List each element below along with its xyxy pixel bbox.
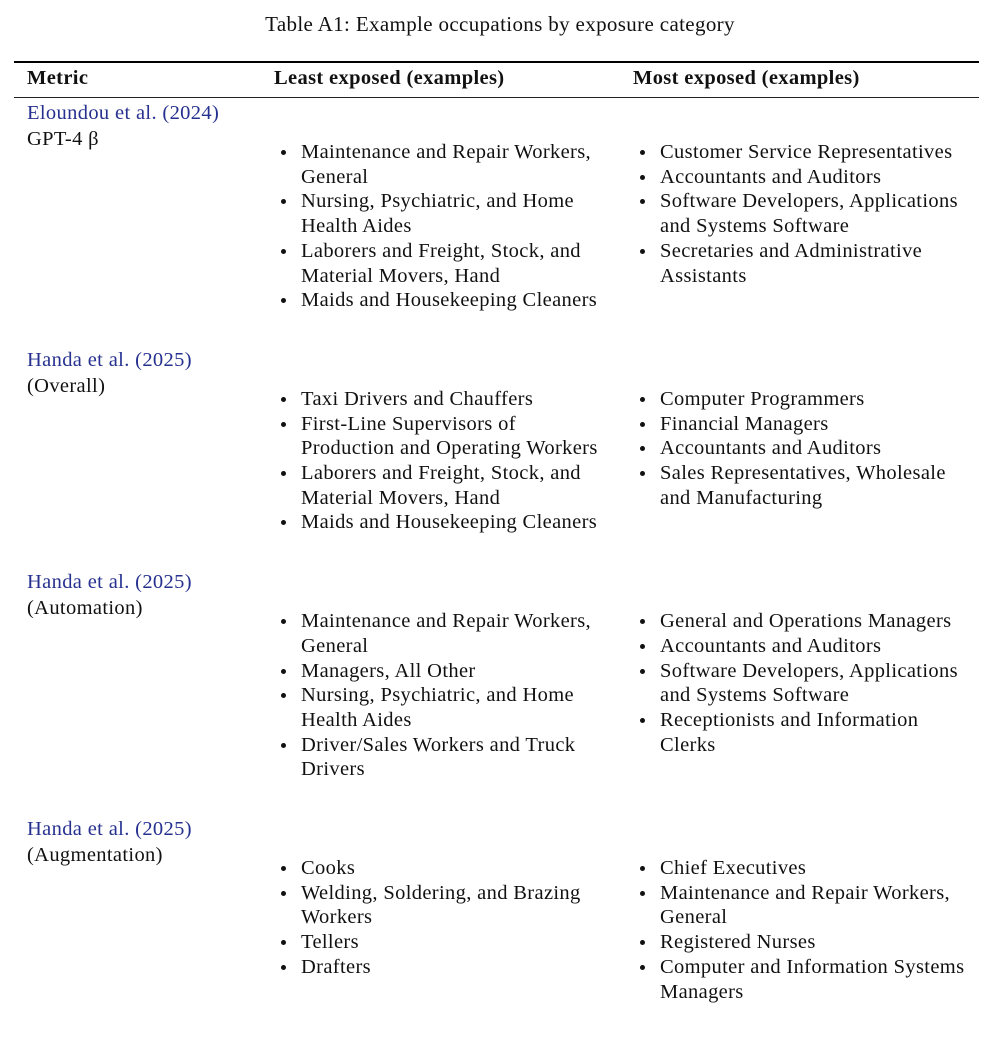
list-item: Accountants and Auditors bbox=[639, 436, 970, 461]
list-item: Maintenance and Repair Workers, General bbox=[280, 140, 611, 189]
list-item: Nursing, Psychiatric, and Home Health Aides bbox=[280, 189, 611, 238]
top-rule bbox=[14, 61, 979, 63]
header-rule bbox=[14, 97, 979, 98]
list-item: Software Developers, Applications and Systems Software bbox=[639, 659, 970, 708]
least-exposed-list bbox=[280, 140, 605, 313]
table-row bbox=[0, 569, 1000, 782]
most-exposed-cell bbox=[639, 100, 964, 313]
list-item: Maids and Housekeeping Cleaners bbox=[280, 510, 611, 535]
list-item: Maintenance and Repair Workers, General bbox=[280, 609, 611, 658]
list-item: Managers, All Other bbox=[280, 659, 611, 684]
table-row bbox=[0, 816, 1000, 1004]
metric-subtitle: (Augmentation) bbox=[27, 844, 163, 867]
most-exposed-cell bbox=[639, 569, 964, 782]
most-exposed-list bbox=[639, 609, 964, 757]
list-item: Nursing, Psychiatric, and Home Health Aides bbox=[280, 683, 611, 732]
table-caption: Table A1: Example occupations by exposure category bbox=[265, 12, 735, 36]
most-exposed-cell bbox=[639, 816, 964, 1004]
citation-link[interactable]: Eloundou et al. (2024) bbox=[27, 102, 220, 124]
most-exposed-list bbox=[639, 387, 964, 511]
citation-link[interactable]: Handa et al. (2025) bbox=[27, 818, 192, 841]
list-item: Computer Programmers bbox=[639, 387, 970, 412]
metric-subtitle: (Overall) bbox=[27, 374, 106, 397]
list-item: Laborers and Freight, Stock, and Material Movers, Hand bbox=[280, 461, 611, 510]
citation-link[interactable]: Handa et al. (2025) bbox=[27, 571, 192, 594]
list-item: Accountants and Auditors bbox=[639, 165, 970, 190]
list-item: Secretaries and Administrative Assistants bbox=[639, 239, 970, 288]
list-item: Maintenance and Repair Workers, General bbox=[639, 881, 970, 930]
metric-cell bbox=[27, 569, 267, 621]
list-item: Computer and Information Systems Managers bbox=[639, 955, 970, 1004]
list-item: Laborers and Freight, Stock, and Material Movers, Hand bbox=[280, 239, 611, 288]
list-item: First-Line Supervisors of Production and Operating Workers bbox=[280, 412, 611, 461]
list-item: Accountants and Auditors bbox=[639, 634, 970, 659]
least-exposed-cell bbox=[280, 816, 605, 1004]
list-item: Chief Executives bbox=[639, 856, 970, 881]
metric-subtitle: GPT-4 β bbox=[27, 128, 99, 150]
list-item: Taxi Drivers and Chauffers bbox=[280, 387, 611, 412]
citation-link[interactable]: Handa et al. (2025) bbox=[27, 348, 192, 371]
table-row bbox=[0, 100, 1000, 313]
list-item: Tellers bbox=[280, 930, 611, 955]
least-exposed-list bbox=[280, 387, 605, 535]
metric-cell bbox=[27, 347, 267, 399]
table-body bbox=[0, 100, 1000, 1038]
least-exposed-list bbox=[280, 609, 605, 782]
metric-cell bbox=[27, 816, 267, 868]
header-metric: Metric bbox=[27, 67, 89, 89]
list-item: Financial Managers bbox=[639, 412, 970, 437]
list-item: Receptionists and Information Clerks bbox=[639, 708, 970, 757]
least-exposed-cell bbox=[280, 100, 605, 313]
list-item: Customer Service Representatives bbox=[639, 140, 970, 165]
least-exposed-cell bbox=[280, 569, 605, 782]
list-item: Driver/Sales Workers and Truck Drivers bbox=[280, 733, 611, 782]
metric-cell bbox=[27, 100, 267, 152]
least-exposed-list bbox=[280, 856, 605, 980]
list-item: Sales Representatives, Wholesale and Manufacturing bbox=[639, 461, 970, 510]
most-exposed-cell bbox=[639, 347, 964, 535]
least-exposed-cell bbox=[280, 347, 605, 535]
list-item: Cooks bbox=[280, 856, 611, 881]
list-item: Registered Nurses bbox=[639, 930, 970, 955]
table-row bbox=[0, 347, 1000, 535]
most-exposed-list bbox=[639, 856, 964, 1004]
most-exposed-list bbox=[639, 140, 964, 288]
list-item: Welding, Soldering, and Brazing Workers bbox=[280, 881, 611, 930]
list-item: Drafters bbox=[280, 955, 611, 980]
list-item: General and Operations Managers bbox=[639, 609, 970, 634]
list-item: Maids and Housekeeping Cleaners bbox=[280, 288, 611, 313]
header-least-exposed: Least exposed (examples) bbox=[274, 67, 505, 89]
table-header bbox=[0, 67, 1000, 95]
metric-subtitle: (Automation) bbox=[27, 597, 143, 620]
list-item: Software Developers, Applications and Systems Software bbox=[639, 189, 970, 238]
header-most-exposed: Most exposed (examples) bbox=[633, 67, 860, 89]
